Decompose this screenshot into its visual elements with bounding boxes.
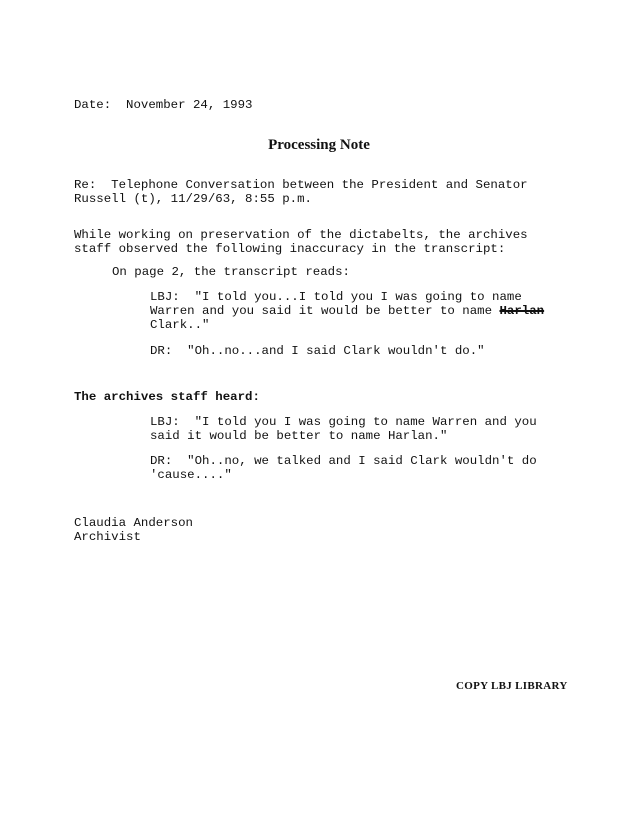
heard-dr-line-2: 'cause...." xyxy=(150,468,232,482)
date-line: Date: November 24, 1993 xyxy=(74,98,253,112)
transcript-dr-line: DR: "Oh..no...and I said Clark wouldn't do." xyxy=(150,344,485,358)
signature-name: Claudia Anderson xyxy=(74,516,193,530)
intro-line-2: staff observed the following inaccuracy in the transcript: xyxy=(74,242,506,256)
re-line-2: Russell (t), 11/29/63, 8:55 p.m. xyxy=(74,192,312,206)
struck-word: Harlan xyxy=(499,304,545,318)
heard-dr-line-1: DR: "Oh..no, we talked and I said Clark wouldn't do xyxy=(150,454,537,468)
re-line-1: Re: Telephone Conversation between the President and Senator xyxy=(74,178,528,192)
transcript-lbj-line-2 xyxy=(150,304,544,318)
heard-lbj-line-1: LBJ: "I told you I was going to name Warren and you xyxy=(150,415,537,429)
intro-line-1: While working on preservation of the dictabelts, the archives xyxy=(74,228,528,242)
document-title: Processing Note xyxy=(268,137,370,153)
signature-role: Archivist xyxy=(74,530,141,544)
heard-heading: The archives staff heard: xyxy=(74,390,260,404)
transcript-lbj-line-1: LBJ: "I told you...I told you I was going to name xyxy=(150,290,522,304)
transcript-lbj-line-2-text: Warren and you said it would be better to name xyxy=(150,304,500,318)
transcript-lbj-line-3: Clark.." xyxy=(150,318,210,332)
library-stamp: COPY LBJ LIBRARY xyxy=(456,680,568,692)
transcript-lead: On page 2, the transcript reads: xyxy=(112,265,350,279)
heard-lbj-line-2: said it would be better to name Harlan." xyxy=(150,429,448,443)
